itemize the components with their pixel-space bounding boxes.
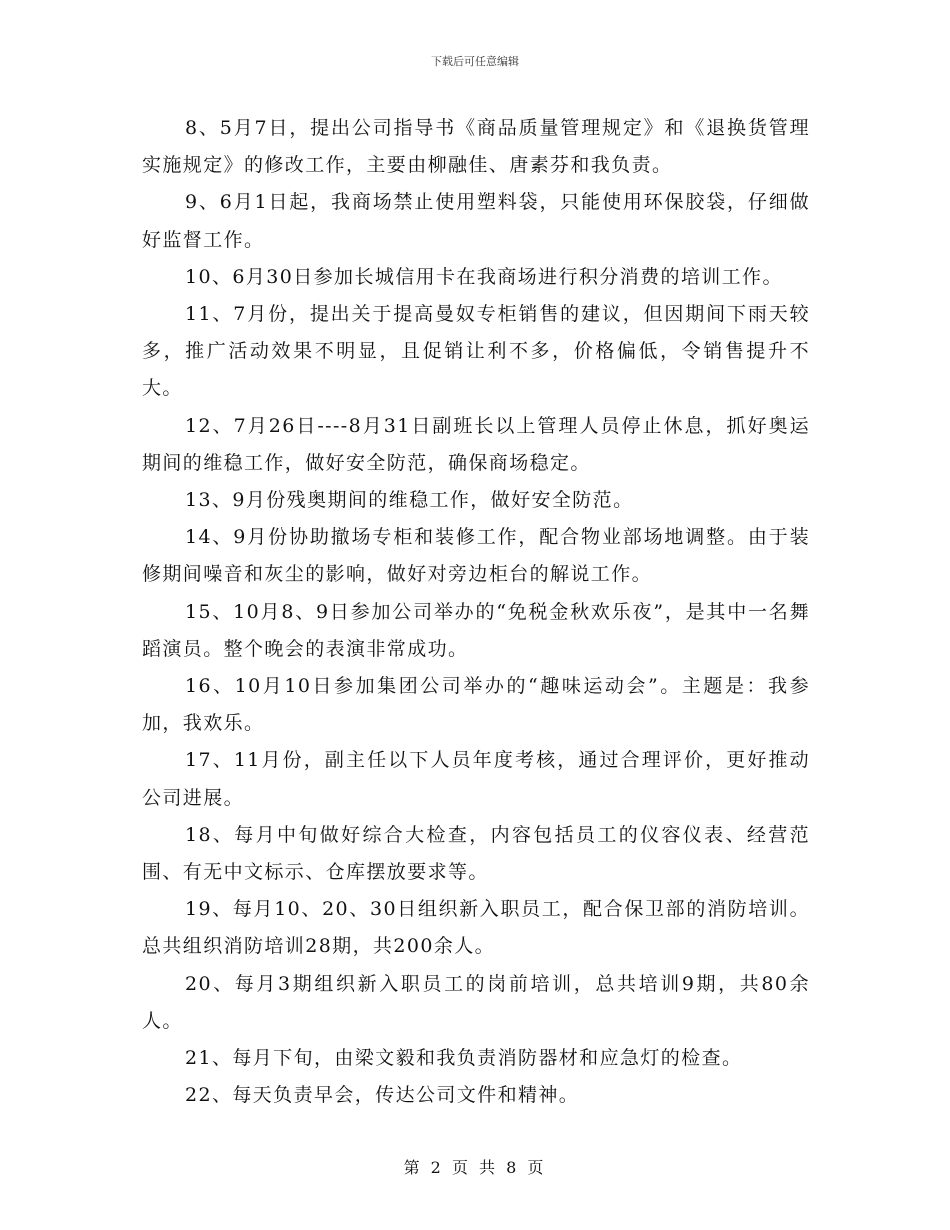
paragraph-item-18: 18、每月中旬做好综合大检查，内容包括员工的仪容仪表、经营范围、有无中文标示、仓库摆放要求等。 (142, 823, 810, 884)
paragraph-item-11: 11、7月份，提出关于提高曼奴专柜销售的建议，但因期间下雨天较多，推广活动效果不明显，且促销让利不多，价格偏低，令销售提升不大。 (142, 303, 810, 400)
document-body (142, 110, 810, 1114)
paragraph-item-17: 17、11月份，副主任以下人员年度考核，通过合理评价，更好推动公司进展。 (142, 749, 810, 809)
paragraph-item-19: 19、每月10、20、30日组织新入职员工，配合保卫部的消防培训。总共组织消防培训28期，共200余人。 (142, 898, 810, 958)
header-note: 下载后可任意编辑 (431, 55, 519, 68)
paragraph-item-13: 13、9月份残奥期间的维稳工作，做好安全防范。 (185, 489, 634, 512)
paragraph-item-15: 15、10月8、9日参加公司举办的“免税金秋欢乐夜”，是其中一名舞蹈演员。整个晚会的表演非常成功。 (142, 600, 810, 660)
page-number-footer: 第 2 页 共 8 页 (403, 1158, 547, 1177)
paragraph-item-10: 10、6月30日参加长城信用卡在我商场进行积分消费的培训工作。 (185, 265, 783, 288)
paragraph-item-12: 12、7月26日----8月31日副班长以上管理人员停止休息，抓好奥运期间的维稳工作，做好安全防范，确保商场稳定。 (142, 414, 810, 474)
paragraph-item-14: 14、9月份协助撤场专柜和装修工作，配合物业部场地调整。由于装修期间噪音和灰尘的影响，做好对旁边柜台的解说工作。 (142, 526, 810, 586)
paragraph-item-8: 8、5月7日，提出公司指导书《商品质量管理规定》和《退换货管理实施规定》的修改工作，主要由柳融佳、唐素芬和我负责。 (142, 117, 810, 177)
paragraph-item-16: 16、10月10日参加集团公司举办的“趣味运动会”。主题是：我参加，我欢乐。 (142, 675, 810, 735)
paragraph-item-21: 21、每月下旬，由梁文毅和我负责消防器材和应急灯的检查。 (185, 1047, 743, 1070)
paragraph-item-22: 22、每天负责早会，传达公司文件和精神。 (185, 1084, 580, 1107)
paragraph-item-20: 20、每月3期组织新入职员工的岗前培训，总共培训9期，共80余人。 (142, 972, 810, 1032)
paragraph-item-9: 9、6月1日起，我商场禁止使用塑料袋，只能使用环保胶袋，仔细做好监督工作。 (142, 191, 810, 251)
